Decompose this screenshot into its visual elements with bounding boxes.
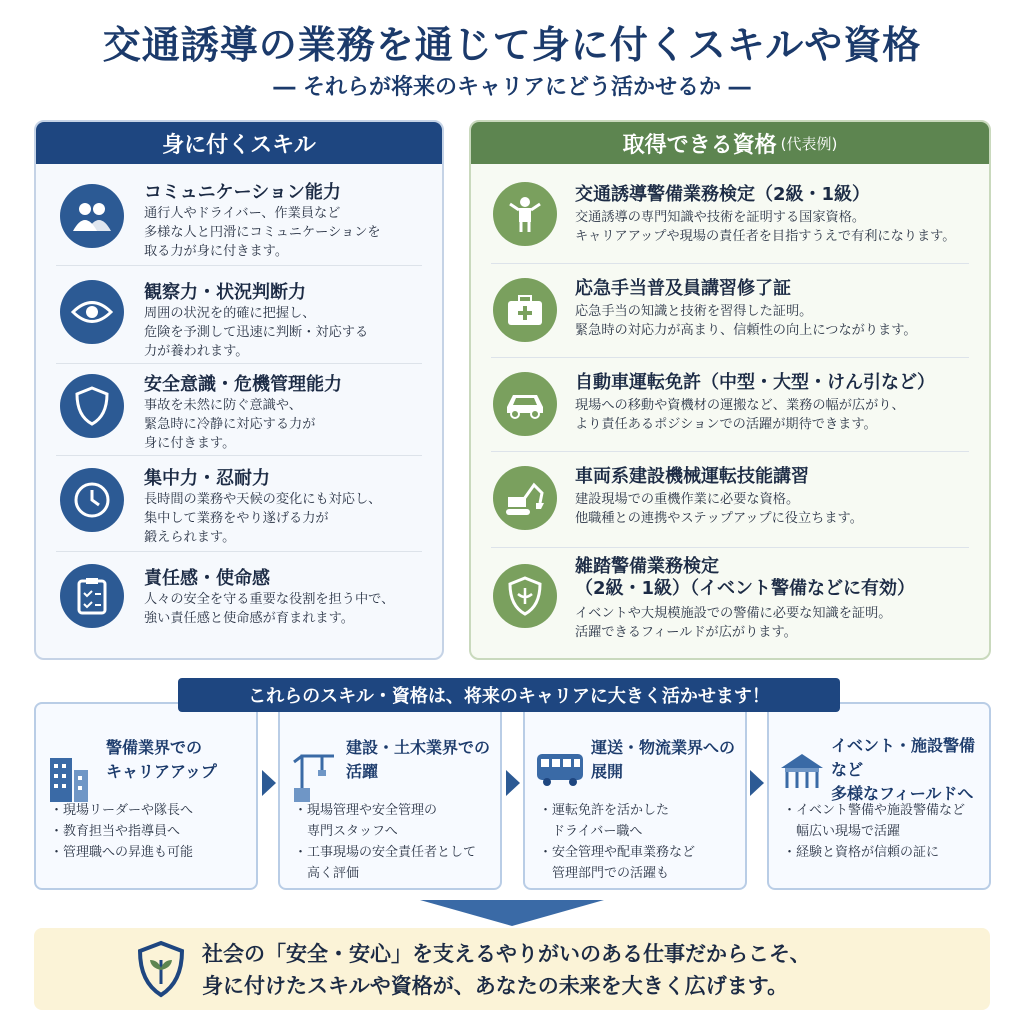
footer-message — [34, 928, 990, 1010]
shield-leaf-icon — [136, 940, 186, 1002]
skill-title: 集中力・忍耐力 — [144, 468, 270, 489]
qualification-title: 自動車運転免許（中型・大型・けん引など） — [575, 372, 935, 393]
skill-desc: 人々の安全を守る重要な役割を担う中で、 強い責任感と使命感が育まれます。 — [144, 592, 395, 626]
qualification-title: 車両系建設機械運転技能講習 — [575, 466, 809, 487]
people-icon — [60, 184, 124, 248]
skill-item — [36, 364, 442, 456]
career-point: ・経験と資格が信頼の証に — [783, 845, 940, 860]
career-point: ・イベント警備や施設警備など 幅広い現場で活躍 — [783, 803, 966, 839]
qualification-item — [471, 264, 989, 358]
skill-title: 観察力・状況判断力 — [144, 282, 306, 303]
qualification-desc: 現場への移動や資機材の運搬など、業務の幅が広がり、 より責任あるポジションでの活躍が期待できます。 — [575, 398, 905, 432]
qualifications-heading-text: 取得できる資格 — [622, 132, 777, 158]
qualifications-heading-note: (代表例) — [780, 134, 838, 153]
qualification-item — [471, 548, 989, 658]
car-icon — [493, 372, 557, 436]
crane-icon — [292, 748, 336, 808]
skill-desc: 通行人やドライバー、作業員など 多様な人と円滑にコミュニケーションを 取る力が身に付きます。 — [144, 206, 381, 259]
first-aid-icon — [493, 278, 557, 342]
career-card — [34, 702, 258, 890]
arrow-right-icon — [262, 770, 276, 796]
clipboard-icon — [60, 564, 124, 628]
skill-desc: 長時間の業務や天候の変化にも対応し、 集中して業務をやり遂げる力が 鍛えられます。 — [144, 492, 382, 545]
qualification-desc: 応急手当の知識と技術を習得した証明。 緊急時の対応力が高まり、信頼性の向上につながります。 — [575, 304, 917, 338]
shield-icon — [60, 374, 124, 438]
career-title: 建設・土木業界での活躍 — [346, 738, 491, 781]
qualification-title: 応急手当普及員講習修了証 — [575, 278, 791, 299]
skill-item — [36, 168, 442, 266]
clock-icon — [60, 468, 124, 532]
skill-item — [36, 456, 442, 552]
career-point: ・教育担当や指導員へ — [50, 824, 181, 839]
skills-heading: 身に付くスキル — [36, 122, 442, 164]
qualification-item — [471, 168, 989, 264]
skill-title: コミュニケーション能力 — [144, 182, 341, 203]
qualification-title: 雑踏警備業務検定 （2級・1級）（イベント警備などに有効） — [575, 556, 916, 599]
career-point: ・安全管理や配車業務など 管理部門での活躍も — [539, 845, 696, 881]
arrow-right-icon — [506, 770, 520, 796]
arrow-down-icon — [420, 900, 604, 926]
qualifications-heading — [471, 122, 989, 164]
footer-text: 社会の「安全・安心」を支えるやりがいのある仕事だからこそ、 身に付けたスキルや資格が、あなたの未来を大きく広げます。 — [202, 942, 811, 998]
tent-icon — [779, 752, 825, 794]
skill-desc: 周囲の状況を的確に把握し、 危険を予測して迅速に判断・対応する 力が養われます。 — [144, 306, 369, 359]
qualification-desc: 交通誘導の専門知識や技術を証明する国家資格。 キャリアアップや現場の責任者を目指すうえで有利になります。 — [575, 210, 956, 244]
career-point: ・運転免許を活かした ドライバー職へ — [539, 803, 670, 839]
qualification-title: 交通誘導警備業務検定（2級・1級） — [575, 184, 871, 205]
shield-check-icon — [493, 564, 557, 628]
qualifications-panel — [469, 120, 991, 660]
career-point: ・管理職への昇進も可能 — [50, 845, 194, 860]
excavator-icon — [493, 466, 557, 530]
career-banner: これらのスキル・資格は、将来のキャリアに大きく活かせます！ — [178, 678, 840, 712]
career-card — [523, 702, 747, 890]
qualification-item — [471, 452, 989, 548]
career-points — [294, 800, 494, 884]
skill-item — [36, 552, 442, 652]
career-points — [783, 800, 983, 863]
career-points — [539, 800, 739, 884]
eye-icon — [60, 280, 124, 344]
career-title: 運送・物流業界への展開 — [591, 738, 736, 781]
page-title: 交通誘導の業務を通じて身に付くスキルや資格 — [102, 23, 922, 67]
arrow-right-icon — [750, 770, 764, 796]
bus-icon — [535, 752, 585, 792]
skill-title: 責任感・使命感 — [144, 568, 270, 589]
career-title: イベント・施設警備など 多様なフィールドへ — [831, 736, 976, 803]
career-point: ・現場リーダーや隊長へ — [50, 803, 194, 818]
skill-desc: 事故を未然に防ぐ意識や、 緊急時に冷静に対応する力が 身に付きます。 — [144, 398, 316, 451]
career-card — [767, 702, 991, 890]
career-point: ・工事現場の安全責任者として 高く評価 — [294, 845, 477, 881]
qualification-desc: イベントや大規模施設での警備に必要な知識を証明。 活躍できるフィールドが広がります。 — [575, 606, 892, 640]
career-points — [50, 800, 250, 863]
skills-panel — [34, 120, 444, 660]
qualification-desc: 建設現場での重機作業に必要な資格。 他職種との連携やステップアップに役立ちます。 — [575, 492, 863, 526]
career-title: 警備業界での キャリアアップ — [106, 738, 217, 781]
qualification-item — [471, 358, 989, 452]
skill-title: 安全意識・危機管理能力 — [144, 374, 342, 395]
guard-icon — [493, 182, 557, 246]
skill-item — [36, 266, 442, 364]
career-point: ・現場管理や安全管理の 専門スタッフへ — [294, 803, 438, 839]
page-subtitle: ― それらが将来のキャリアにどう活かせるか ― — [273, 75, 751, 100]
career-card — [278, 702, 502, 890]
